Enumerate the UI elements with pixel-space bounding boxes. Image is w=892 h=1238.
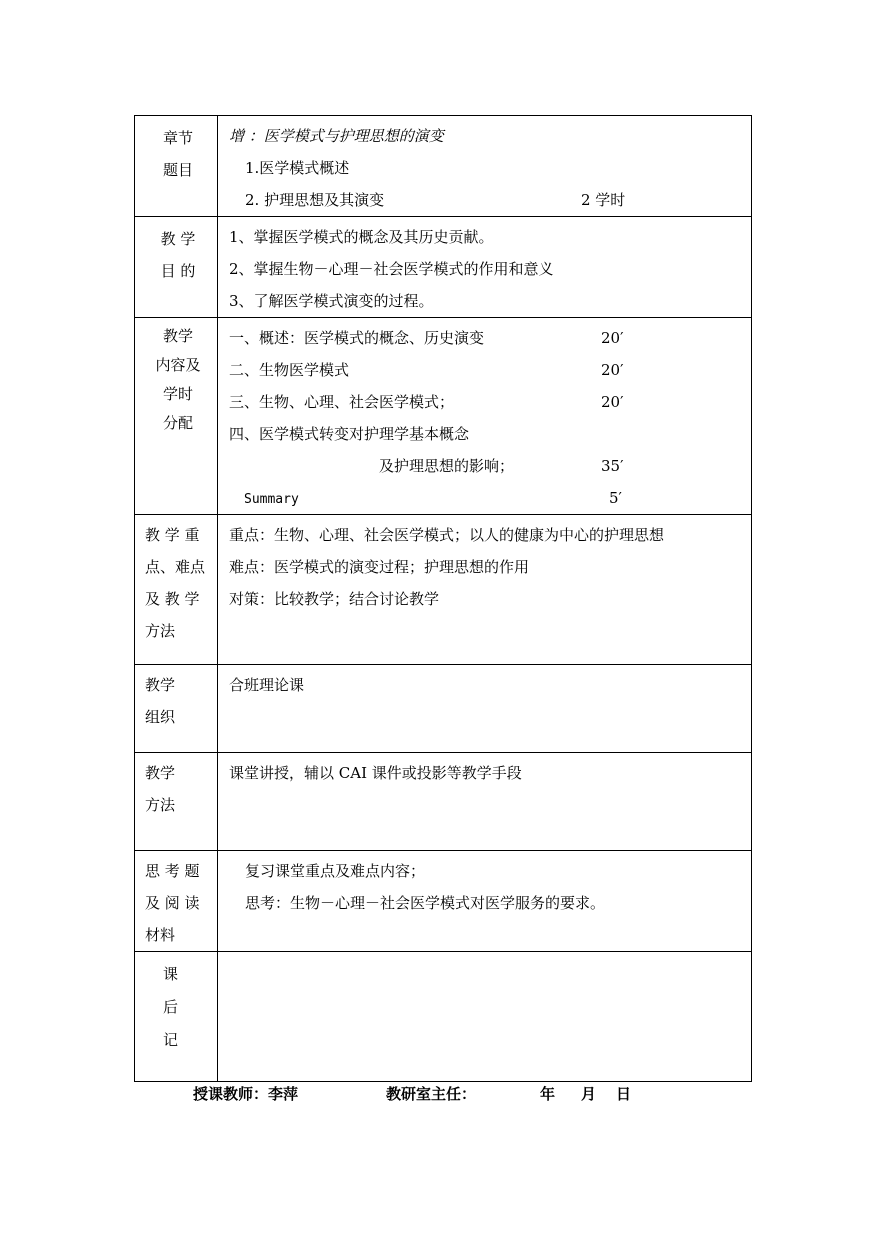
label-line: 教学 xyxy=(162,327,193,345)
label-line: 及 阅 读 xyxy=(145,894,200,912)
row-key-points xyxy=(135,515,752,665)
month-label: 月 xyxy=(581,1085,597,1103)
content-item: 一、概述：医学模式的概念、历史演变 xyxy=(229,329,485,347)
row-organization xyxy=(135,665,752,753)
content-item: Summary xyxy=(244,492,299,507)
cell-method xyxy=(218,753,752,851)
day-label: 日 xyxy=(616,1085,632,1103)
label-thinking xyxy=(135,851,218,952)
chapter-title: 增 ：医学模式与护理思想的演变 xyxy=(229,127,444,145)
thinking-item: 思考：生物－心理－社会医学模式对医学服务的要求。 xyxy=(245,894,606,912)
label-line: 方法 xyxy=(145,796,176,814)
content-item: 四、医学模式转变对护理学基本概念 xyxy=(229,425,470,443)
key-point-item: 重点：生物、心理、社会医学模式；以人的健康为中心的护理思想 xyxy=(229,526,665,544)
content-item: 二、生物医学模式 xyxy=(229,361,350,379)
label-line: 及 教 学 xyxy=(145,590,200,608)
objective-item: 1、掌握医学模式的概念及其历史贡献。 xyxy=(229,228,494,246)
teacher-label: 授课教师：李萍 xyxy=(193,1085,299,1103)
cell-content xyxy=(218,318,752,515)
organization-text: 合班理论课 xyxy=(229,676,305,694)
chapter-hours: 2 学时 xyxy=(581,191,626,209)
cell-chapter xyxy=(218,116,752,217)
label-chapter xyxy=(135,116,218,217)
director-label: 教研室主任： xyxy=(386,1085,477,1103)
label-content xyxy=(135,318,218,515)
cell-notes xyxy=(218,952,752,1082)
year-label: 年 xyxy=(540,1085,556,1103)
label-line: 内容及 xyxy=(155,356,201,374)
cell-key-points xyxy=(218,515,752,665)
method-text: 课堂讲授，辅以 CAI 课件或投影等教学手段 xyxy=(229,764,522,782)
objective-item: 3、了解医学模式演变的过程。 xyxy=(229,292,434,310)
label-line: 目 的 xyxy=(160,262,196,280)
label-line: 教 学 xyxy=(160,230,196,248)
row-content xyxy=(135,318,752,515)
label-key-points xyxy=(135,515,218,665)
label-line: 记 xyxy=(163,1031,179,1049)
label-objective xyxy=(135,217,218,318)
cell-organization xyxy=(218,665,752,753)
label-line: 分配 xyxy=(162,414,193,432)
label-line: 材料 xyxy=(145,926,176,944)
label-method xyxy=(135,753,218,851)
content-item: 及护理思想的影响； xyxy=(379,457,515,475)
label-organization xyxy=(135,665,218,753)
cell-objective xyxy=(218,217,752,318)
label-line: 教学 xyxy=(145,676,176,694)
notes-text xyxy=(229,962,741,994)
content-item: 三、生物、心理、社会医学模式； xyxy=(229,393,455,411)
label-line: 教学 xyxy=(145,764,176,782)
label-notes xyxy=(135,952,218,1082)
label-line: 学时 xyxy=(162,385,193,403)
objective-item: 2、掌握生物－心理－社会医学模式的作用和意义 xyxy=(229,260,554,278)
label-line: 题目 xyxy=(162,161,193,179)
content-time: 5′ xyxy=(609,489,622,507)
row-chapter xyxy=(135,116,752,217)
lesson-plan-table xyxy=(134,115,752,1082)
key-point-item: 难点：医学模式的演变过程；护理思想的作用 xyxy=(229,558,530,576)
content-time: 20′ xyxy=(601,393,624,411)
content-time: 20′ xyxy=(601,361,624,379)
key-point-item: 对策：比较教学；结合讨论教学 xyxy=(229,590,440,608)
label-line: 后 xyxy=(163,998,179,1016)
content-time: 35′ xyxy=(601,457,624,475)
label-line: 课 xyxy=(163,965,179,983)
label-line: 章节 xyxy=(162,129,193,147)
label-line: 组织 xyxy=(145,708,176,726)
thinking-item: 复习课堂重点及难点内容； xyxy=(245,862,426,880)
content-time: 20′ xyxy=(601,329,624,347)
row-method xyxy=(135,753,752,851)
row-objective xyxy=(135,217,752,318)
row-notes xyxy=(135,952,752,1082)
cell-thinking xyxy=(218,851,752,952)
label-line: 方法 xyxy=(145,622,176,640)
row-thinking xyxy=(135,851,752,952)
chapter-item: 1.医学模式概述 xyxy=(245,159,350,177)
chapter-item: 2. 护理思想及其演变 xyxy=(245,191,385,209)
label-line: 点、难点 xyxy=(145,558,206,576)
label-line: 思 考 题 xyxy=(145,862,200,880)
label-line: 教 学 重 xyxy=(145,526,200,544)
lesson-plan xyxy=(134,115,752,1082)
